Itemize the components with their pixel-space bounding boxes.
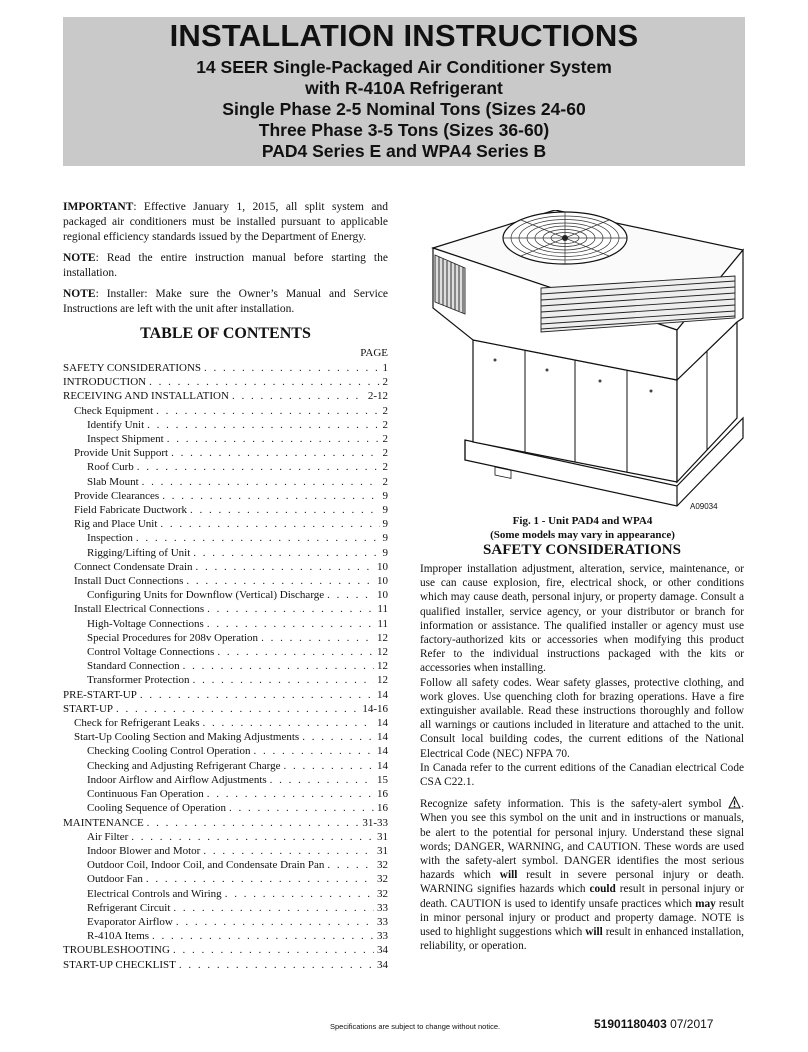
toc-entry — [63, 844, 388, 858]
toc-leader-dots — [225, 887, 374, 901]
toc-entry — [63, 432, 388, 446]
toc-leader-dots — [137, 460, 380, 474]
safety-paragraph-2: Follow all safety codes. Wear safety glasses, protective clothing, and work gloves. Use quenching cloth for brazing operations. Have a fire extinguisher available. Read these instructions thoroughly and follow all warnings or cautions included in literature and attached to the unit. Consult local building codes, the current editions of the National Electrical Code (NEC) NFPA 70. — [420, 676, 744, 760]
toc-entry-page: 14 — [377, 745, 388, 758]
toc-entry-title: Identify Unit — [87, 418, 145, 431]
toc-entry — [63, 446, 388, 460]
subtitle-line-4: Three Phase 3-5 Tons (Sizes 36-60) — [258, 120, 550, 140]
toc-entry-title: START-UP CHECKLIST — [63, 958, 176, 971]
toc-leader-dots — [173, 943, 374, 957]
toc-leader-dots — [204, 361, 379, 375]
toc-entry-title: SAFETY CONSIDERATIONS — [63, 362, 202, 374]
toc-entry-page: 11 — [377, 603, 388, 616]
toc-entry — [63, 645, 388, 659]
toc-entry-title: Indoor Airflow and Airflow Adjustments — [87, 773, 267, 786]
toc-entry-title: Install Electrical Connections — [74, 603, 205, 616]
toc-entry — [63, 830, 388, 844]
alert-text-c: result in severe personal injury or death. WARNING signifies hazards which — [420, 869, 744, 896]
toc-entry — [63, 773, 388, 787]
document-title: INSTALLATION INSTRUCTIONS — [169, 18, 639, 53]
toc-entry-title: Rig and Place Unit — [74, 518, 158, 531]
toc-leader-dots — [270, 773, 374, 787]
toc-leader-dots — [302, 730, 374, 744]
toc-entry-page: 16 — [377, 788, 388, 801]
toc-entry — [63, 560, 388, 574]
toc-entry-title: High-Voltage Connections — [87, 617, 204, 630]
toc-entry — [63, 915, 388, 929]
toc-entry-title: Control Voltage Connections — [87, 646, 215, 659]
toc-leader-dots — [162, 489, 379, 503]
toc-entry — [63, 744, 388, 758]
toc-leader-dots — [171, 446, 379, 460]
toc-entry — [63, 531, 388, 545]
toc-entry — [63, 688, 388, 702]
toc-entry-title: Rigging/Lifting of Unit — [87, 546, 191, 559]
toc-entry-page: 33 — [377, 930, 388, 943]
toc-entry-title: Start-Up Cooling Section and Making Adjustments — [74, 731, 300, 744]
note-text-2: : Installer: Make sure the Owner’s Manual and Service Instructions are left with the unit after installation. — [63, 288, 388, 315]
toc-leader-dots — [147, 816, 360, 830]
toc-entry — [63, 489, 388, 503]
toc-entry-page: 14 — [377, 731, 388, 744]
toc-entry-title: Roof Curb — [87, 461, 134, 474]
toc-entry-page: 33 — [377, 901, 388, 914]
toc-entry-page: 32 — [377, 887, 388, 900]
safety-alert-icon — [728, 796, 741, 809]
title-banner — [63, 17, 745, 166]
alert-text-b: . When you see this symbol on the unit and in instructions or manuals, be alert to the potential for personal injury. Understand these signal words; DANGER, WARNING, and CAUTION. These words are used with the safety-alert symbol. DANGER identifies the most serious hazards which — [420, 798, 744, 882]
toc-leader-dots — [217, 645, 374, 659]
alert-text-e: result in minor personal injury or product and property damage. NOTE is used to highlight suggestions which — [420, 897, 744, 939]
toc-entry-page: 10 — [377, 560, 388, 573]
toc-entry — [63, 631, 388, 645]
toc-entry-title: Checking and Adjusting Refrigerant Charge — [87, 759, 281, 772]
toc-entry-title: RECEIVING AND INSTALLATION — [63, 390, 229, 403]
toc-entry-title: Check Equipment — [74, 404, 154, 417]
toc-entry-title: Special Procedures for 208v Operation — [87, 631, 259, 644]
word-will-2: will — [585, 926, 603, 939]
toc-leader-dots — [140, 688, 374, 702]
toc-entry-title: R-410A Items — [87, 930, 150, 943]
word-could: could — [589, 883, 616, 896]
toc-entry-page: 12 — [377, 674, 388, 687]
toc-entry-title: Evaporator Airflow — [87, 915, 173, 928]
word-may: may — [695, 897, 716, 910]
subtitle-line-2: with R-410A Refrigerant — [305, 78, 503, 98]
toc-entry-page: 11 — [377, 617, 388, 630]
toc-entry-title: Provide Unit Support — [74, 447, 169, 460]
toc-entry-page: 31 — [377, 844, 388, 857]
toc-entry-title: Checking Cooling Control Operation — [87, 745, 251, 758]
toc-entry — [63, 702, 388, 716]
safety-section — [420, 541, 744, 953]
toc-leader-dots — [160, 517, 379, 531]
toc-entry — [63, 475, 388, 489]
toc-entry — [63, 929, 388, 943]
safety-paragraph-3: In Canada refer to the current editions of the Canadian electrical Code CSA C22.1. — [420, 761, 744, 789]
toc-leader-dots — [283, 759, 374, 773]
toc-entry — [63, 361, 388, 375]
important-label: IMPORTANT — [63, 201, 134, 213]
unit-illustration — [415, 210, 745, 512]
caption-line-1: Fig. 1 - Unit PAD4 and WPA4 — [512, 515, 653, 527]
toc-entry — [63, 588, 388, 602]
toc-entry-title: START-UP — [63, 702, 114, 715]
toc-entry-page: 10 — [377, 575, 388, 588]
toc-leader-dots — [253, 744, 374, 758]
toc-entry — [63, 716, 388, 730]
word-will: will — [499, 869, 518, 882]
toc-entry-title: PRE-START-UP — [63, 688, 137, 701]
toc-entry — [63, 503, 388, 517]
toc-entry-page: 9 — [382, 546, 388, 559]
toc-entry — [63, 943, 388, 957]
toc-entry — [63, 546, 388, 560]
toc-leader-dots — [176, 915, 374, 929]
alert-text-a: Recognize safety information. This is the safety-alert symbol — [420, 798, 729, 811]
subtitle-line-3: Single Phase 2-5 Nominal Tons (Sizes 24-60 — [222, 99, 586, 119]
toc-entry-page: 33 — [377, 915, 388, 928]
toc-leader-dots — [327, 858, 374, 872]
toc-leader-dots — [173, 901, 374, 915]
toc-entry-page: 2 — [382, 447, 388, 460]
toc-entry-title: Continuous Fan Operation — [87, 788, 204, 801]
toc-entry-page: 14 — [377, 759, 388, 772]
left-column — [63, 200, 388, 972]
figure-caption — [420, 514, 745, 542]
toc-entry — [63, 858, 388, 872]
toc-entry — [63, 617, 388, 631]
toc-entry-page: 2 — [382, 475, 388, 488]
toc-entry-page: 12 — [377, 660, 388, 673]
toc-entry-title: Slab Mount — [87, 475, 139, 488]
toc-entry-page: 14 — [377, 688, 388, 701]
footer-note: Specifications are subject to change without notice. — [330, 1022, 501, 1031]
figure-id: A09034 — [690, 502, 718, 511]
toc-entry — [63, 574, 388, 588]
toc-entry — [63, 418, 388, 432]
toc-leader-dots — [116, 702, 359, 716]
caption-line-2: (Some models may vary in appearance) — [490, 529, 675, 541]
toc-entry-title: Check for Refrigerant Leaks — [74, 717, 200, 730]
toc-entry — [63, 958, 388, 972]
subtitle-line-1: 14 SEER Single-Packaged Air Conditioner System — [196, 57, 612, 77]
toc-entry-title: Air Filter — [87, 830, 129, 843]
toc-entry-page: 9 — [382, 518, 388, 531]
toc-entry-page: 9 — [382, 504, 388, 517]
note-label-1: NOTE — [63, 252, 96, 264]
toc-leader-dots — [190, 503, 379, 517]
toc-entry-page: 12 — [377, 646, 388, 659]
toc-entry — [63, 673, 388, 687]
toc-entry — [63, 517, 388, 531]
note-paragraph-2 — [63, 287, 388, 317]
toc-entry-title: Install Duct Connections — [74, 575, 184, 588]
toc-entry-title: Outdoor Fan — [87, 873, 143, 886]
safety-heading: SAFETY CONSIDERATIONS — [483, 542, 681, 558]
toc-leader-dots — [229, 801, 374, 815]
toc-entry-title: MAINTENANCE — [63, 816, 144, 829]
toc-leader-dots — [131, 830, 374, 844]
toc-leader-dots — [136, 531, 380, 545]
toc-entry-title: Connect Condensate Drain — [74, 560, 193, 573]
toc-entry — [63, 787, 388, 801]
important-text: : Effective January 1, 2015, all split system and packaged air conditioners must be installed pursuant to applicable regional efficiency standards issued by the Department of Energy. — [63, 201, 388, 243]
toc-entry-page: 16 — [377, 802, 388, 815]
toc-page-header: PAGE — [360, 347, 388, 359]
toc-entry-title: Provide Clearances — [74, 489, 160, 502]
toc-entry-page: 9 — [382, 489, 388, 502]
toc-entry — [63, 730, 388, 744]
toc-leader-dots — [203, 716, 374, 730]
toc-entry — [63, 404, 388, 418]
toc-leader-dots — [327, 588, 374, 602]
toc-leader-dots — [196, 560, 374, 574]
footer-doc-number — [594, 1017, 713, 1031]
toc-leader-dots — [146, 872, 374, 886]
toc-leader-dots — [207, 787, 374, 801]
toc-entry-page: 32 — [377, 859, 388, 872]
toc-entry-title: Inspect Shipment — [87, 433, 164, 446]
toc-entry-page: 1 — [382, 362, 388, 374]
toc-entry — [63, 659, 388, 673]
toc-entry-page: 12 — [377, 631, 388, 644]
toc-entry — [63, 759, 388, 773]
toc-leader-dots — [179, 958, 374, 972]
toc-entry — [63, 816, 388, 830]
toc-entry — [63, 375, 388, 389]
toc-list — [63, 361, 388, 972]
toc-leader-dots — [183, 659, 374, 673]
toc-leader-dots — [152, 929, 374, 943]
alert-text-f: result in enhanced installation, reliability, or operation. — [420, 926, 745, 953]
toc-entry-page: 10 — [377, 589, 388, 602]
toc-entry — [63, 801, 388, 815]
toc-leader-dots — [142, 475, 380, 489]
toc-entry-title: Transformer Protection — [87, 674, 190, 687]
subtitle-line-5: PAD4 Series E and WPA4 Series B — [261, 141, 547, 161]
toc-entry-title: Configuring Units for Downflow (Vertical) Discharge — [87, 589, 325, 602]
toc-title: TABLE OF CONTENTS — [140, 325, 311, 342]
toc-entry-title: Outdoor Coil, Indoor Coil, and Condensate Drain Pan — [87, 859, 325, 872]
toc-entry-page: 2 — [382, 404, 388, 417]
toc-entry — [63, 460, 388, 474]
toc-entry-page: 14-16 — [362, 702, 388, 715]
toc-entry-page: 2 — [382, 376, 388, 389]
toc-entry-title: Indoor Blower and Motor — [87, 844, 201, 857]
doc-date: 07/2017 — [666, 1017, 714, 1031]
toc-leader-dots — [193, 546, 379, 560]
toc-entry-page: 14 — [377, 717, 388, 730]
toc-entry-title: Cooling Sequence of Operation — [87, 802, 226, 815]
note-label-2: NOTE — [63, 288, 96, 300]
toc-entry-page: 31-33 — [362, 816, 388, 829]
toc-entry-page: 32 — [377, 873, 388, 886]
toc-leader-dots — [193, 673, 374, 687]
toc-entry-title: Field Fabricate Ductwork — [74, 504, 188, 517]
toc-leader-dots — [186, 574, 374, 588]
toc-entry-page: 34 — [377, 944, 388, 957]
toc-entry-page: 31 — [377, 830, 388, 843]
toc-leader-dots — [156, 404, 379, 418]
toc-entry — [63, 887, 388, 901]
toc-entry-title: TROUBLESHOOTING — [63, 944, 170, 957]
toc-entry — [63, 872, 388, 886]
toc-entry — [63, 901, 388, 915]
important-paragraph — [63, 200, 388, 245]
safety-paragraph-4 — [420, 796, 744, 953]
toc-leader-dots — [147, 418, 379, 432]
toc-leader-dots — [232, 389, 365, 403]
toc-leader-dots — [167, 432, 380, 446]
toc-entry-page: 34 — [377, 958, 388, 971]
doc-number: 51901180403 — [594, 1017, 667, 1031]
toc-entry-page: 2 — [382, 461, 388, 474]
toc-entry-page: 2-12 — [367, 390, 388, 403]
toc-entry-title: Standard Connection — [87, 660, 180, 673]
note-paragraph-1 — [63, 251, 388, 281]
toc-leader-dots — [261, 631, 374, 645]
toc-leader-dots — [149, 375, 379, 389]
toc-entry — [63, 602, 388, 616]
toc-entry-page: 9 — [382, 532, 388, 545]
toc-entry-title: Refrigerant Circuit — [87, 901, 171, 914]
note-text-1: : Read the entire instruction manual before starting the installation. — [63, 252, 388, 279]
toc-entry-title: INTRODUCTION — [63, 376, 147, 389]
toc-entry-page: 2 — [382, 433, 388, 446]
safety-paragraph-1: Improper installation adjustment, alteration, service, maintenance, or use can cause explosion, fire, electrical shock, or other conditions which may cause death, personal injury, or property damage. Consult a qualified installer, service agency, or your distributor or branch for information or assistance. The qualified installer or agency must use factory-authorized kits or accessories when modifying this product Refer to the individual instructions packaged with the kits or accessories when installing. — [420, 563, 744, 675]
toc-leader-dots — [203, 844, 374, 858]
toc-entry — [63, 389, 388, 403]
toc-entry-title: Electrical Controls and Wiring — [87, 887, 222, 900]
toc-entry-title: Inspection — [87, 532, 133, 545]
toc-leader-dots — [207, 617, 375, 631]
toc-leader-dots — [207, 602, 374, 616]
alert-text-d: result in personal injury or death. CAUTION is used to identify unsafe practices which — [420, 883, 744, 910]
toc-entry-page: 15 — [377, 773, 388, 786]
toc-entry-page: 2 — [382, 418, 388, 431]
